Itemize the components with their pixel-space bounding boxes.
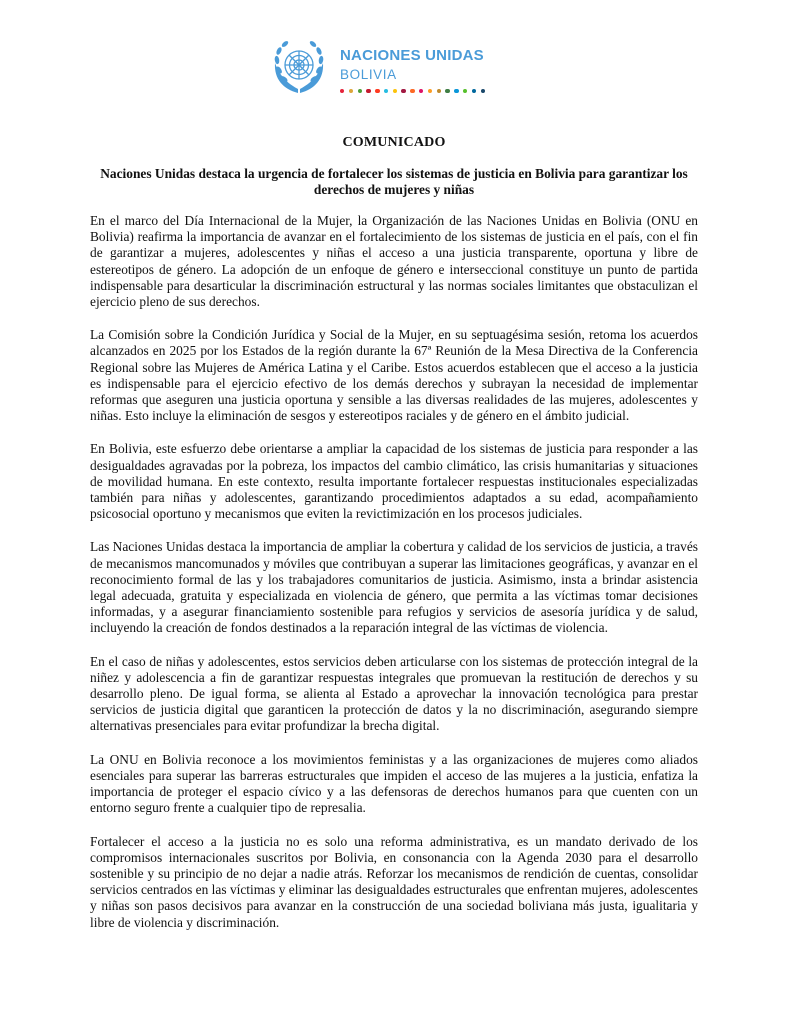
sdg-dot <box>393 89 397 93</box>
sdg-dot <box>454 89 458 93</box>
sdg-dot <box>437 89 441 93</box>
sdg-dot <box>401 89 405 93</box>
sdg-dot <box>384 89 388 93</box>
document-type-title: COMUNICADO <box>342 135 446 150</box>
body-paragraph-3: En Bolivia, este esfuerzo debe orientarse a ampliar la capacidad de los sistemas de justicia para responder a las desigualdades agravadas por la pobreza, los impactos del cambio climático, las crisis humanitarias y situaciones de movilidad humana. En este contexto, resulta importante fortalecer respuestas institucionales especializadas también para niñas y adolescentes, garantizando procedimientos adaptados a su edad, acompañamiento psicosocial oportuno y mecanismos que eviten la revictimización en los procesos judiciales. <box>90 441 698 522</box>
sdg-dot <box>472 89 476 93</box>
sdg-dot <box>410 89 414 93</box>
body-paragraph-2: La Comisión sobre la Condición Jurídica y Social de la Mujer, en su septuagésima sesión, retoma los acuerdos alcanzados en 2025 por los Estados de la región durante la 67ª Reunión de la Mesa Directiva de la Conferencia Regional sobre las Mujeres de América Latina y el Caribe. Estos acuerdos establecen que el acceso a la justicia es indispensable para el ejercicio efectivo de los demás derechos y subrayan la necesidad de implementar reformas que aseguren una justicia oportuna y sensible a las diversas realidades de las mujeres, adolescentes y niñas. Esto incluye la eliminación de sesgos y estereotipos raciales y de género en el ámbito judicial. <box>90 327 698 424</box>
sdg-color-dots <box>340 89 485 93</box>
sdg-dot <box>375 89 379 93</box>
sdg-dot <box>419 89 423 93</box>
un-emblem-icon <box>269 37 329 97</box>
body-paragraph-5: En el caso de niñas y adolescentes, estos servicios deben articularse con los sistemas de protección integral de la niñez y adolescencia a fin de garantizar respuestas integrales que promuevan la restitución de derechos y su desarrollo pleno. De igual forma, se alienta al Estado a aprovechar la innovación tecnológica para prestar servicios de justicia digital que garanticen la protección de datos y la no discriminación, asegurando siempre alternativas presenciales para evitar profundizar la brecha digital. <box>90 653 698 734</box>
body-paragraph-4: Las Naciones Unidas destaca la importancia de ampliar la cobertura y calidad de los servicios de justicia, a través de mecanismos mancomunados y móviles que contribuyan a superar las limitaciones geográficas, y avanzar en el reconocimiento formal de las y los trabajadores comunitarios de justicia. Asimismo, insta a brindar asistencia legal adecuada, gratuita y especializada en violencia de género, que permita a las víctimas tomar decisiones informadas, y a asegurar financiamiento sostenible para refugios y servicios de asesoría jurídica y de salud, incluyendo la creación de fondos destinados a la reparación integral de las víctimas de violencia. <box>90 539 698 636</box>
document-body <box>90 213 698 948</box>
sdg-dot <box>349 89 353 93</box>
sdg-dot <box>481 89 485 93</box>
un-bolivia-logo <box>269 37 529 99</box>
sdg-dot <box>428 89 432 93</box>
sdg-dot <box>366 89 370 93</box>
sdg-dot <box>358 89 362 93</box>
sdg-dot <box>340 89 344 93</box>
sdg-dot <box>445 89 449 93</box>
press-release-headline: Naciones Unidas destaca la urgencia de fortalecer los sistemas de justicia en Bolivia para garantizar los derechos de mujeres y niñas <box>100 166 688 197</box>
body-paragraph-6: La ONU en Bolivia reconoce a los movimientos feministas y a las organizaciones de mujeres como aliados esenciales para superar las barreras estructurales que impiden el acceso de las mujeres a la justicia, enfatiza la importancia de proteger el espacio cívico y a las defensoras de derechos humanos para que cuenten con un entorno seguro frente a cualquier tipo de represalia. <box>90 751 698 816</box>
body-paragraph-7: Fortalecer el acceso a la justicia no es solo una reforma administrativa, es un mandato derivado de los compromisos internacionales suscritos por Bolivia, en consonancia con la Agenda 2030 para el desarrollo sostenible y su principio de no dejar a nadie atrás. Reforzar los mecanismos de rendición de cuentas, consolidar servicios centrados en las víctimas y eliminar las desigualdades estructurales que enfrentan mujeres, adolescentes y niñas son pasos decisivos para avanzar en la construcción de una sociedad boliviana más justa, igualitaria y libre de violencia y discriminación. <box>90 833 698 930</box>
body-paragraph-1: En el marco del Día Internacional de la Mujer, la Organización de las Naciones Unidas en Bolivia (ONU en Bolivia) reafirma la importancia de avanzar en el fortalecimiento de los sistemas de justicia en el país, con el fin de garantizar a mujeres, adolescentes y niñas el acceso a una justicia transparente, oportuna y libre de estereotipos de género. La adopción de un enfoque de género e interseccional constituye un punto de partida indispensable para desarticular la discriminación estructural y las normas sociales limitantes que obstaculizan el ejercicio pleno de sus derechos. <box>90 213 698 310</box>
org-name: NACIONES UNIDAS <box>340 47 484 64</box>
sdg-dot <box>463 89 467 93</box>
org-country: BOLIVIA <box>340 67 397 82</box>
